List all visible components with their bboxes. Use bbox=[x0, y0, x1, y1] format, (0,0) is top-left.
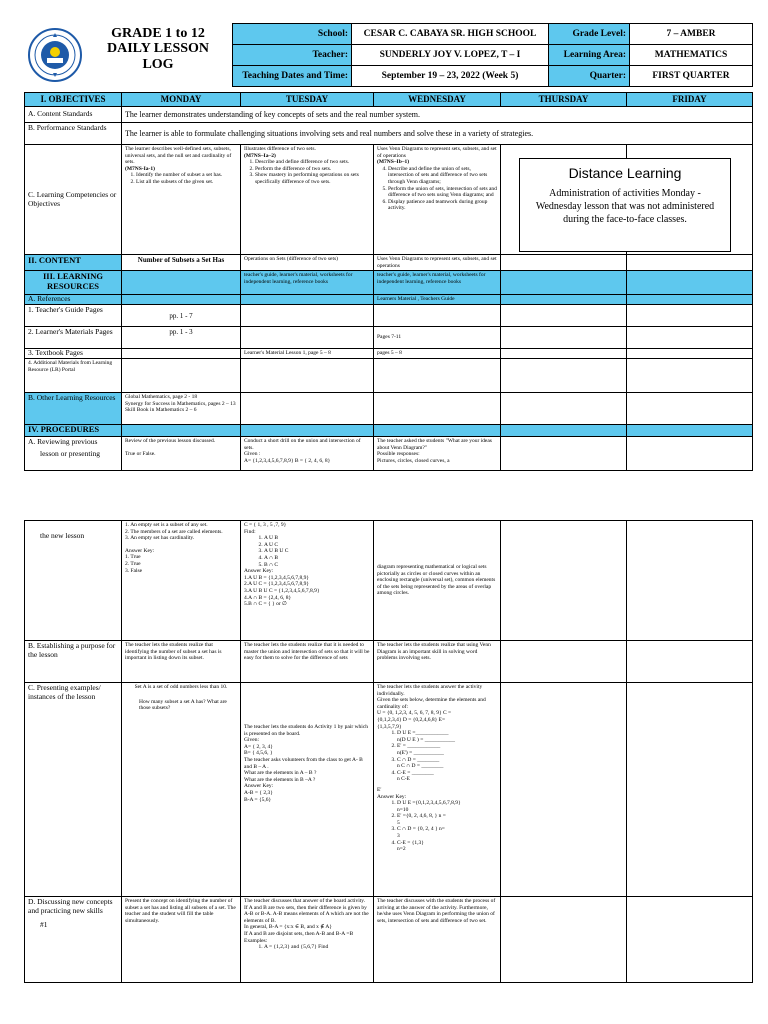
content-monday: Number of Subsets a Set Has bbox=[122, 255, 241, 271]
purpose-label: B. Establishing a purpose for the lesson bbox=[25, 641, 122, 683]
thursday-heading: THURSDAY bbox=[501, 93, 627, 107]
additional-materials-label: 4. Additional Materials from Learning Resource (LR) Portal bbox=[25, 359, 122, 393]
presenting-thursday bbox=[501, 683, 627, 897]
teacher-label: Teacher: bbox=[233, 45, 352, 66]
wednesday-heading: WEDNESDAY bbox=[374, 93, 501, 107]
content-standards-label: A. Content Standards bbox=[25, 107, 122, 123]
reviewing-monday-continued: 1. An empty set is a subset of any set. 2. The members of a set are called elements. 3. An empty set has cardinality. Answer Key: 1. True 2. True 3. False bbox=[122, 521, 241, 641]
deped-seal-icon bbox=[28, 28, 82, 82]
objectives-heading: I. OBJECTIVES bbox=[25, 93, 122, 107]
learning-resources-heading: III. LEARNING RESOURCES bbox=[25, 271, 122, 295]
proc-monday bbox=[122, 425, 241, 437]
add-monday bbox=[122, 359, 241, 393]
lm-tuesday bbox=[241, 327, 374, 349]
other-tuesday bbox=[241, 393, 374, 425]
presenting-friday bbox=[627, 683, 753, 897]
reviewing-friday-continued bbox=[627, 521, 753, 641]
reviewing-monday: Review of the previous lesson discussed. True or False. bbox=[122, 437, 241, 471]
performance-standards-text: The learner is able to formulate challenging situations involving sets and real numbers and solve these in a variety of strategies. bbox=[122, 123, 753, 145]
page-gap bbox=[0, 490, 768, 512]
ref-monday bbox=[122, 295, 241, 305]
tb-monday bbox=[122, 349, 241, 359]
area-label: Learning Area: bbox=[549, 45, 630, 66]
competencies-tuesday: Illustrates difference of two sets. (M7NS–Ia–2) 1. Describe and define difference of two sets. 2. Perform the difference of two sets. 3. Show mastery in performing operations on sets specifically difference of two sets. bbox=[241, 145, 374, 255]
discussing-friday bbox=[627, 897, 753, 983]
ref-friday bbox=[627, 295, 753, 305]
add-tuesday bbox=[241, 359, 374, 393]
content-wednesday: Uses Venn Diagrams to represent sets, subsets, and set operations bbox=[374, 255, 501, 271]
competencies-label: C. Learning Competencies or Objectives bbox=[25, 145, 122, 255]
lr-tuesday: teacher's guide, learner's material, worksheets for independent learning, reference books bbox=[241, 271, 374, 295]
dates-label: Teaching Dates and Time: bbox=[233, 66, 352, 87]
add-friday bbox=[627, 359, 753, 393]
learners-materials-label: 2. Learner's Materials Pages bbox=[25, 327, 122, 349]
tuesday-heading: TUESDAY bbox=[241, 93, 374, 107]
lr-monday bbox=[122, 271, 241, 295]
purpose-monday: The teacher lets the students realize that identifying the number of subset a set has is important in listing down its subset. bbox=[122, 641, 241, 683]
teachers-guide-monday: pp. 1 - 7 bbox=[122, 305, 241, 327]
dates-value: September 19 – 23, 2022 (Week 5) bbox=[352, 66, 549, 87]
discussing-wednesday: The teacher discusses with the students the process of arriving at the answer of the activity. Furthermore, he/she uses Venn Diagram in performing the union of sets, intersection of sets and difference of two set. bbox=[374, 897, 501, 983]
content-tuesday: Operations on Sets (difference of two sets) bbox=[241, 255, 374, 271]
ref-thursday bbox=[501, 295, 627, 305]
reviewing-friday bbox=[627, 437, 753, 471]
reviewing-tuesday: Conduct a short drill on the union and intersection of sets. Given : A= {1,2,3,4,5,6,7,8,9} B = { 2, 4, 6, 8} bbox=[241, 437, 374, 471]
textbook-pages-label: 3. Textbook Pages bbox=[25, 349, 122, 359]
page-gap-bottom bbox=[0, 992, 768, 1024]
distance-learning-text: Administration of activities Monday - Wednesday lesson that was not administered during the face-to-face classes. bbox=[535, 188, 715, 225]
quarter-value: FIRST QUARTER bbox=[630, 66, 753, 87]
tg-friday bbox=[627, 305, 753, 327]
proc-friday bbox=[627, 425, 753, 437]
distance-learning-box bbox=[519, 158, 731, 252]
reviewing-tuesday-continued: C = { 1, 3 , 5 ,7, 9} Find: 1. A U B 2. A U C 3. A U B U C 4. A ∩ B 5. B ∩ C Answer Key: 1.A U B = {1,2,3,4,5,6,7,8,9} 2.A U C = {1,2,3,4,5,6,7,8,9} 3.A U B U C = {1,2,3,4,5,6,7,8,9} 4.A ∩ B = {2,4, 6, 8} 5.B ∩ C = { } or ∅ bbox=[241, 521, 374, 641]
proc-tuesday bbox=[241, 425, 374, 437]
presenting-tuesday: The teacher lets the students do Activity 1 by pair which is presented on the board. Given: A= { 2, 3, 4} B= { 4,5,6, } The teacher asks volunteers from the class to get A- B and B – A . What are the elements in A – B ? What are the elements in B –A ? Answer Key: A-B = { 2,3} B-A = {5,6} bbox=[241, 683, 374, 897]
discussing-label: D. Discussing new concepts and practicing new skills #1 bbox=[25, 897, 122, 983]
quarter-label: Quarter: bbox=[549, 66, 630, 87]
reviewing-label-continued: the new lesson bbox=[25, 521, 122, 641]
add-wednesday bbox=[374, 359, 501, 393]
page-2 bbox=[0, 512, 768, 992]
other-friday bbox=[627, 393, 753, 425]
discussing-tuesday: The teacher discusses that answer of the board activity. If A and B are two sets, then their difference is given by A-B or B-A. A-B means elements of A which are not the elements of B. In general, B-A = {x:x ∈ B, and x ∉ A} If A and B are disjoint sets, then A-B and B-A =B Examples: 1. A = {1,2,3} and {5,6,7} Find bbox=[241, 897, 374, 983]
purpose-tuesday: The teacher lets the students realize that it is needed to master the union and intersection of sets so that it will be easy for them to solve for the difference of sets bbox=[241, 641, 374, 683]
discussing-monday: Present the concept on identifying the number of subset a set has and listing all subsets of a set. The teacher and the student will fill the table simultaneously. bbox=[122, 897, 241, 983]
presenting-tuesday-spacer bbox=[244, 684, 370, 724]
content-friday bbox=[627, 255, 753, 271]
textbook-pages-tuesday: Learner's Material Lesson 1, page 5 – 8 bbox=[241, 349, 374, 359]
lr-wednesday: teacher's guide, learner's material, worksheets for independent learning, reference books bbox=[374, 271, 501, 295]
lesson-log-table bbox=[24, 92, 753, 471]
tg-tuesday bbox=[241, 305, 374, 327]
proc-thursday bbox=[501, 425, 627, 437]
reviewing-thursday bbox=[501, 437, 627, 471]
page-1 bbox=[0, 0, 768, 490]
lr-friday bbox=[627, 271, 753, 295]
other-resources-monday: Global Mathematics, page 2 - 18 Synergy for Success in Mathematics, pages 2 – 13 Skill Book in Mathematics 2 – 6 bbox=[122, 393, 241, 425]
lm-thursday bbox=[501, 327, 627, 349]
school-value: CESAR C. CABAYA SR. HIGH SCHOOL bbox=[352, 24, 549, 45]
textbook-pages-wednesday: pages 5 – 8 bbox=[374, 349, 501, 359]
performance-standards-label: B. Performance Standards bbox=[25, 123, 122, 145]
purpose-thursday bbox=[501, 641, 627, 683]
reviewing-wednesday: The teacher asked the students "What are your ideas about Venn Diagram?" Possible responses: Pictures, circles, closed curves, a bbox=[374, 437, 501, 471]
lm-friday bbox=[627, 327, 753, 349]
presenting-monday: Set A is a set of odd numbers less than 10. How many subset a set A has? What are those subsets? bbox=[122, 683, 241, 897]
friday-heading: FRIDAY bbox=[627, 93, 753, 107]
tb-thursday bbox=[501, 349, 627, 359]
ref-tuesday bbox=[241, 295, 374, 305]
reviewing-label: A. Reviewing previous lesson or presenting bbox=[25, 437, 122, 471]
reviewing-wednesday-continued: diagram representing mathematical or logical sets pictorially as circles or closed curves within an enclosing rectangle (universal set), common elements of the sets being represented by the areas of overlap among circles. bbox=[374, 521, 501, 641]
tb-friday bbox=[627, 349, 753, 359]
reviewing-thursday-continued bbox=[501, 521, 627, 641]
area-value: MATHEMATICS bbox=[630, 45, 753, 66]
grade-value: 7 – AMBER bbox=[630, 24, 753, 45]
content-standards-text: The learner demonstrates understanding of key concepts of sets and the real number system. bbox=[122, 107, 753, 123]
distance-learning-title: Distance Learning bbox=[568, 165, 682, 181]
learners-materials-monday: pp. 1 - 3 bbox=[122, 327, 241, 349]
presenting-wednesday: The teacher lets the students answer the activity individually. Given the sets below, determine the elements and cardinality of: U = {0, 1,2,3, 4, 5, 6, 7, 8, 9} C = {0,1,2,3,4} D = {0,2,4,6,8} E= {1,3,5,7,9} 1. D U E =____________ n(D U E ) = ___________ 2. E' = ____________ n(E') = ___________ 3. C ∩ D = ________ n C ∩ D = ________ 4. C-E = ________ n C-E E' Answer Key: 1. D U E ={0,1,2,3,4,5,6,7,8,9} n=10 2. E' ={0, 2, 4,6, 8, } n = 5 3. C ∩ D = {0, 2, 4 } n= 3 4. C-E = {1,3} n=2 bbox=[374, 683, 501, 897]
purpose-friday bbox=[627, 641, 753, 683]
grade-label: Grade Level: bbox=[549, 24, 630, 45]
purpose-wednesday: The teacher lets the students realize that using Venn Diagram is an important skill in solving word problems involving sets. bbox=[374, 641, 501, 683]
lesson-log-table-continued bbox=[24, 520, 753, 983]
competencies-wednesday: Uses Venn Diagrams to represent sets, subsets, and set of operations (M7NS–Ib–1) 4. Describe and define the union of sets, intersection of sets and difference of two sets through Venn diagrams; 5. Perform the union of sets, intersection of sets and difference of two sets using Venn diagrams; and 6. Display patience and teamwork during group activity. bbox=[374, 145, 501, 255]
tg-thursday bbox=[501, 305, 627, 327]
teachers-guide-label: 1. Teacher's Guide Pages bbox=[25, 305, 122, 327]
discussing-thursday bbox=[501, 897, 627, 983]
presenting-label: C. Presenting examples/ instances of the lesson bbox=[25, 683, 122, 897]
learners-materials-wednesday: Pages 7-11 bbox=[374, 327, 501, 349]
teacher-value: SUNDERLY JOY V. LOPEZ, T – I bbox=[352, 45, 549, 66]
content-heading: II. CONTENT bbox=[25, 255, 122, 271]
tg-wednesday bbox=[374, 305, 501, 327]
content-thursday bbox=[501, 255, 627, 271]
monday-heading: MONDAY bbox=[122, 93, 241, 107]
other-resources-label: B. Other Learning Resources bbox=[25, 393, 122, 425]
ref-wednesday: Learners Material , Teachers Guide bbox=[374, 295, 501, 305]
add-thursday bbox=[501, 359, 627, 393]
competencies-monday: The learner describes well-defined sets, subsets, universal sets, and the null set and cardinality of sets. (M7NS-Ia-1) 1. Identify the number of subset a set has. 2. List all the subsets of the given set. bbox=[122, 145, 241, 255]
document-title: GRADE 1 to 12 DAILY LESSON LOG bbox=[106, 26, 210, 72]
school-label: School: bbox=[233, 24, 352, 45]
other-wednesday bbox=[374, 393, 501, 425]
header-table bbox=[232, 23, 753, 87]
other-thursday bbox=[501, 393, 627, 425]
procedures-heading: IV. PROCEDURES bbox=[25, 425, 122, 437]
lr-thursday bbox=[501, 271, 627, 295]
references-label: A. References bbox=[25, 295, 122, 305]
proc-wednesday bbox=[374, 425, 501, 437]
